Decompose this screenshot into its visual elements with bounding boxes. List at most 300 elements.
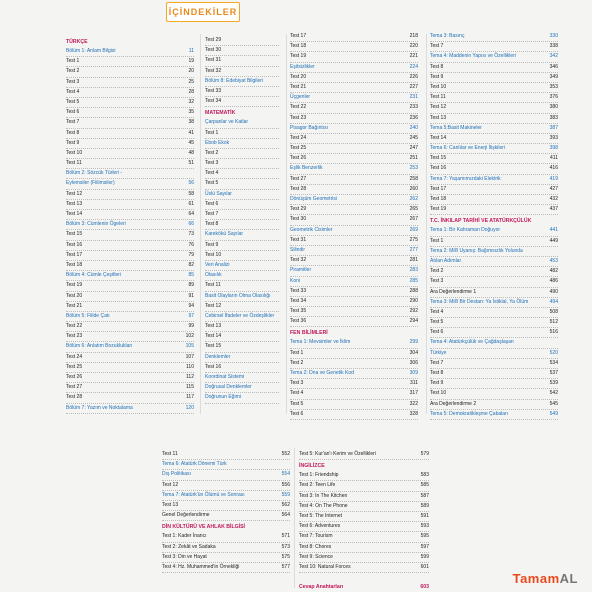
- toc-entry: [430, 318, 558, 328]
- toc-entry-page: 562: [281, 501, 290, 508]
- toc-entry-label: Tema 7: Yaşamımızdaki Elektrik: [430, 175, 501, 182]
- toc-entry-page: 58: [188, 190, 194, 197]
- toc-entry-label: Test 18: [430, 196, 447, 202]
- toc-entry-page: 545: [549, 400, 558, 407]
- toc-entry: [205, 36, 279, 46]
- toc-entry-label: Dış Politikası: [162, 471, 191, 478]
- toc-section-page: 603: [420, 584, 429, 591]
- toc-entry-label: Bölüm 6: Anlatım Bozuklukları: [66, 343, 133, 350]
- toc-entry: [66, 363, 194, 373]
- toc-entry-label: Test 14: [66, 211, 83, 217]
- toc-entry-label: Üslü Sayılar: [205, 190, 232, 197]
- toc-entry: [205, 353, 279, 363]
- toc-entry-label: Test 21: [290, 83, 307, 90]
- toc-entry-label: Dönüşüm Geometrisi: [290, 196, 337, 202]
- toc-entry: [430, 154, 558, 164]
- toc-entry: [290, 307, 418, 317]
- toc-entry-page: 107: [185, 353, 194, 360]
- toc-entry: [290, 349, 418, 359]
- toc-entry-label: Test 1: [290, 349, 304, 356]
- toc-entry-page: 601: [420, 563, 429, 570]
- toc-entry-page: 575: [281, 553, 290, 560]
- toc-entry-label: Test 33: [205, 87, 222, 94]
- toc-entry-page: 277: [409, 246, 418, 253]
- toc-entry-page: 383: [549, 114, 558, 121]
- toc-entry-label: Test 3: In The Kitchen: [299, 492, 348, 499]
- toc-entry-label: Test 4: [290, 390, 304, 397]
- toc-entry-page: 330: [549, 33, 558, 39]
- toc-entry-label: Test 5: The Internet: [299, 512, 342, 519]
- toc-entry-page: 236: [409, 114, 418, 121]
- toc-entry-page: 542: [549, 390, 558, 397]
- toc-entry-label: Test 32: [205, 67, 222, 74]
- toc-entry-page: 97: [188, 312, 194, 319]
- toc-entry: [290, 226, 418, 236]
- toc-entry-page: 571: [281, 533, 290, 540]
- toc-entry-label: Test 1: [205, 129, 219, 136]
- toc-entry: [205, 200, 279, 210]
- toc-entry-page: 353: [549, 83, 558, 90]
- toc-entry: [430, 93, 558, 103]
- toc-entry-label: Tema 6: Atatürk Dönemi Türk: [162, 461, 227, 468]
- toc-entry-page: 346: [549, 63, 558, 70]
- toc-entry-label: Test 24: [66, 353, 83, 360]
- toc-entry-label: Test 4: [205, 170, 219, 177]
- toc-entry-page: 539: [549, 380, 558, 387]
- toc-entry-label: Test 1: Kader İnancı: [162, 533, 207, 540]
- toc-entry-label: Test 13: [66, 200, 83, 207]
- toc-section-heading: DİN KÜLTÜRÜ VE AHLAK BİLGİSİ: [162, 524, 245, 531]
- toc-entry-label: Test 27: [290, 175, 307, 182]
- toc-entry-label: Basit Olayların Olma Olasılığı: [205, 292, 271, 299]
- toc-entry-page: 290: [409, 297, 418, 304]
- toc-entry-page: 120: [185, 404, 194, 411]
- toc-entry-label: Bölüm 2: Sözcük Türleri -: [66, 170, 123, 177]
- toc-entry-page: 265: [409, 206, 418, 213]
- toc-entry-page: 432: [549, 196, 558, 202]
- toc-entry: [205, 97, 279, 107]
- toc-entry: [299, 481, 429, 491]
- toc-entry-label: Test 21: [66, 302, 83, 309]
- toc-entry-page: 585: [420, 482, 429, 489]
- toc-entry-page: 110: [186, 363, 194, 370]
- toc-entry-page: 437: [549, 206, 558, 213]
- toc-entry: [66, 271, 194, 281]
- toc-entry-label: Tema 2: Dna ve Genetik Kod: [290, 370, 354, 376]
- toc-entry: [205, 220, 279, 230]
- toc-entry-label: Test 25: [66, 363, 83, 370]
- toc-entry-label: Atılan Adımlar: [430, 257, 462, 264]
- toc-entry: [205, 179, 279, 189]
- toc-entry: [205, 271, 279, 281]
- toc-entry: [430, 134, 558, 144]
- toc-entry-label: Çarpanlar ve Katlar: [205, 119, 249, 126]
- toc-entry: [290, 215, 418, 225]
- toc-column-matematik-fen: [290, 32, 418, 420]
- toc-entry: [205, 169, 279, 179]
- toc-entry: [205, 149, 279, 159]
- toc-entry: [430, 359, 558, 369]
- toc-entry: [430, 124, 558, 134]
- toc-entry-page: 299: [409, 339, 418, 346]
- toc-entry-label: Bölüm 7: Yazım ve Noktalama: [66, 404, 133, 411]
- toc-entry: [430, 205, 558, 215]
- toc-entry-label: Türkiye: [430, 349, 447, 356]
- toc-entry: [205, 77, 279, 87]
- toc-entry-page: 520: [549, 349, 558, 356]
- toc-leader: [343, 583, 420, 592]
- toc-entry-label: Test 6: [290, 410, 304, 417]
- toc-entry-label: Tema 1: Mevsimler ve İklim: [290, 339, 351, 346]
- toc-entry-label: Test 6: [430, 329, 444, 336]
- toc-entry-label: Test 15: [205, 343, 222, 350]
- toc-entry-label: Test 2: [290, 359, 304, 366]
- toc-entry-page: 292: [409, 308, 418, 315]
- toc-entry: [430, 237, 558, 247]
- toc-entry-page: 554: [281, 471, 290, 478]
- toc-entry-label: Test 19: [430, 206, 447, 213]
- toc-entry: [430, 369, 558, 379]
- toc-entry-page: 220: [409, 43, 418, 50]
- toc-entry-page: 427: [549, 185, 558, 192]
- toc-entry-label: Test 28: [290, 185, 307, 192]
- toc-entry: [205, 393, 279, 403]
- toc-entry: [205, 281, 279, 291]
- toc-entry-label: Test 1: [66, 58, 80, 65]
- toc-entry-page: 11: [188, 48, 194, 54]
- toc-entry: [290, 410, 418, 420]
- toc-entry-page: 35: [188, 109, 194, 116]
- toc-entry: [430, 185, 558, 195]
- toc-entry: [162, 532, 290, 542]
- toc-entry-label: Test 6: [66, 109, 80, 116]
- toc-entry-page: 48: [188, 149, 194, 156]
- toc-entry: [205, 373, 279, 383]
- toc-entry: [205, 139, 279, 149]
- toc-entry: [299, 512, 429, 522]
- toc-entry: [66, 159, 194, 169]
- toc-entry-page: 342: [549, 53, 558, 60]
- toc-entry-label: Tema 7: Atatürk'ün Ölümü ve Sonrası: [162, 491, 245, 498]
- toc-entry: [66, 139, 194, 149]
- toc-entry: [290, 287, 418, 297]
- toc-entry: [290, 266, 418, 276]
- toc-entry-label: Test 3: [205, 160, 219, 167]
- toc-entry-page: 245: [409, 134, 418, 141]
- toc-column-inkilap-din: [162, 450, 290, 573]
- toc-entry: [430, 400, 558, 410]
- toc-entry-page: 231: [409, 94, 418, 101]
- toc-entry-label: Bölüm 5: Fiilde Çatı: [66, 312, 110, 319]
- toc-entry-page: 269: [409, 226, 418, 233]
- toc-entry-page: 534: [549, 359, 558, 366]
- toc-entry: [299, 532, 429, 542]
- toc-entry-page: 56: [188, 180, 194, 187]
- toc-entry: [430, 328, 558, 338]
- toc-entry: [430, 338, 558, 348]
- toc-entry-page: 32: [188, 98, 194, 105]
- toc-entry: [290, 379, 418, 389]
- toc-entry: [162, 450, 290, 460]
- toc-entry-label: Tema 2: Millî Uyanış: Bağımsızlık Yolunda: [430, 247, 523, 254]
- toc-entry-page: 559: [281, 491, 290, 498]
- toc-entry: [66, 342, 194, 352]
- toc-entry-label: Test 5: [290, 400, 304, 407]
- toc-entry-label: Test 8: [430, 63, 444, 70]
- toc-entry: [290, 256, 418, 266]
- toc-entry: [66, 190, 194, 200]
- toc-entry-label: Test 34: [290, 297, 307, 304]
- toc-entry-label: Test 23: [66, 333, 83, 340]
- toc-entry-label: Test 2: Zekât ve Sadaka: [162, 543, 216, 550]
- toc-entry: [430, 144, 558, 154]
- toc-entry: [290, 297, 418, 307]
- column-divider: [294, 448, 295, 588]
- toc-entry-page: 595: [420, 533, 429, 540]
- toc-entry-page: 508: [549, 308, 558, 315]
- toc-entry: [205, 241, 279, 251]
- toc-entry-label: Test 26: [66, 374, 83, 380]
- toc-entry-label: Test 8: [430, 370, 444, 376]
- toc-entry-label: Bölüm 4: Cümle Çeşitleri: [66, 272, 122, 279]
- toc-entry-label: Tema 6: Canlılar ve Enerji İlişkileri: [430, 145, 506, 152]
- toc-entry: [290, 338, 418, 348]
- toc-entry: [430, 267, 558, 277]
- toc-entry-page: 288: [409, 287, 418, 294]
- toc-entry: [66, 57, 194, 67]
- toc-entry-label: Bölüm 3: Cümlenin Ögeleri: [66, 221, 126, 228]
- toc-entry-label: Test 10: [430, 390, 447, 397]
- toc-entry-label: Test 20: [290, 73, 307, 80]
- toc-entry: [66, 312, 194, 322]
- toc-entry-page: 283: [409, 267, 418, 274]
- toc-entry: [290, 93, 418, 103]
- toc-entry-page: 376: [549, 94, 558, 101]
- toc-entry-page: 94: [188, 302, 194, 309]
- toc-entry-page: 441: [549, 227, 558, 234]
- toc-entry-label: Test 3: Din ve Hayat: [162, 553, 207, 560]
- toc-entry-label: Test 4: On The Phone: [299, 502, 348, 509]
- toc-entry: [205, 363, 279, 373]
- toc-entry-label: Test 7: [205, 211, 219, 217]
- toc-entry: [290, 400, 418, 410]
- toc-entry-label: Test 2: [205, 149, 219, 156]
- toc-entry-label: Test 22: [66, 323, 83, 330]
- toc-entry: [290, 185, 418, 195]
- toc-section-label: Cevap Anahtarları: [299, 584, 344, 591]
- toc-section-heading: İNGİLİZCE: [299, 463, 325, 470]
- toc-entry-label: Test 8: [205, 221, 219, 228]
- toc-entry-page: 38: [188, 119, 194, 126]
- toc-entry-page: 393: [549, 134, 558, 141]
- toc-entry-page: 41: [188, 129, 194, 136]
- toc-entry: [430, 175, 558, 185]
- toc-entry-label: Test 9: [205, 241, 219, 248]
- toc-entry-label: Test 8: Chores: [299, 543, 332, 550]
- toc-entry: [299, 471, 429, 481]
- toc-entry: [430, 42, 558, 52]
- toc-entry: [66, 404, 194, 414]
- toc-entry: [205, 332, 279, 342]
- toc-entry: [290, 175, 418, 185]
- toc-entry-label: Koordinat Sistemi: [205, 374, 245, 380]
- toc-entry-page: 306: [409, 359, 418, 366]
- toc-entry: [430, 298, 558, 308]
- toc-entry-page: 253: [409, 165, 418, 172]
- column-divider: [286, 34, 287, 414]
- toc-entry: [430, 226, 558, 236]
- toc-entry: [66, 292, 194, 302]
- toc-entry: [430, 103, 558, 113]
- toc-entry: [430, 257, 558, 267]
- toc-entry-label: Piramitler: [290, 267, 312, 274]
- toc-entry: [66, 241, 194, 251]
- toc-entry-page: 328: [409, 410, 418, 417]
- toc-entry: [430, 308, 558, 318]
- toc-entry-label: Eşlik Benzerlik: [290, 165, 323, 172]
- toc-entry-page: 311: [410, 380, 418, 387]
- toc-entry-page: 260: [409, 185, 418, 192]
- toc-entry-page: 275: [409, 236, 418, 243]
- toc-entry-label: Test 11: [205, 282, 221, 289]
- toc-entry: [430, 83, 558, 93]
- toc-entry-label: Test 7: [66, 119, 80, 126]
- toc-entry-label: Test 20: [66, 292, 83, 299]
- toc-entry-label: Test 29: [290, 206, 307, 213]
- toc-entry-page: 102: [185, 333, 194, 340]
- toc-entry: [290, 389, 418, 399]
- toc-entry: [430, 410, 558, 420]
- watermark-part2: AL: [559, 571, 578, 586]
- toc-entry: [430, 288, 558, 298]
- toc-entry: [299, 450, 429, 460]
- toc-entry-page: 387: [549, 124, 558, 131]
- toc-entry: [205, 312, 279, 322]
- toc-entry-label: Ebob Ekok: [205, 139, 230, 146]
- toc-entry-page: 449: [549, 237, 558, 244]
- toc-entry: [299, 563, 429, 573]
- toc-entry: [66, 149, 194, 159]
- toc-entry-page: 218: [409, 33, 418, 39]
- toc-entry-page: 380: [549, 104, 558, 111]
- toc-entry-label: Test 26: [290, 155, 307, 162]
- toc-entry-page: 591: [420, 512, 429, 519]
- toc-entry: [430, 73, 558, 83]
- toc-entry: [205, 56, 279, 66]
- toc-entry-label: Test 32: [290, 257, 307, 264]
- toc-entry-label: Genel Değerlendirme: [162, 512, 210, 519]
- toc-entry-page: 267: [409, 216, 418, 223]
- toc-entry-label: Test 9: [66, 139, 80, 146]
- toc-entry-page: 593: [420, 523, 429, 530]
- toc-entry-label: Test 5: Kur'an'ı Kerim ve Özellikleri: [299, 451, 376, 457]
- toc-entry: [290, 277, 418, 287]
- toc-entry: [205, 118, 279, 128]
- publisher-watermark: [513, 571, 578, 586]
- toc-entry-label: Test 13: [430, 114, 447, 121]
- toc-entry-label: Test 9: [430, 380, 444, 387]
- toc-entry-page: 294: [409, 318, 418, 325]
- toc-entry: [290, 63, 418, 73]
- toc-section-heading: FEN BİLİMLERİ: [290, 330, 328, 337]
- toc-entry: [299, 502, 429, 512]
- toc-entry-label: Test 8: [66, 129, 80, 136]
- watermark-part1: Tamam: [512, 571, 560, 586]
- toc-entry-page: 105: [185, 343, 194, 350]
- toc-entry: [205, 87, 279, 97]
- toc-entry: [66, 322, 194, 332]
- toc-entry-label: Test 30: [205, 47, 222, 54]
- toc-entry: [299, 492, 429, 502]
- toc-entry-label: Ara Değerlendirme 2: [430, 400, 477, 407]
- toc-entry: [290, 164, 418, 174]
- toc-entry: [66, 118, 194, 128]
- toc-entry-page: 91: [188, 292, 194, 299]
- toc-section-heading: [299, 583, 429, 592]
- toc-entry-label: Test 25: [290, 145, 307, 152]
- toc-entry-page: 45: [188, 139, 194, 146]
- toc-entry-label: Test 28: [66, 394, 83, 401]
- toc-entry: [430, 247, 558, 257]
- toc-entry-page: 19: [188, 58, 194, 65]
- toc-entry: [66, 88, 194, 98]
- toc-entry: [162, 491, 290, 501]
- toc-entry-label: Pisagor Bağıntısı: [290, 124, 329, 131]
- toc-entry: [205, 251, 279, 261]
- toc-entry-page: 577: [281, 563, 290, 570]
- toc-entry-page: 556: [281, 481, 290, 488]
- toc-entry-page: 247: [409, 145, 418, 152]
- toc-entry-label: Test 9: [430, 73, 444, 80]
- toc-entry: [66, 251, 194, 261]
- toc-entry-label: Tema 5:Basit Makineler: [430, 124, 482, 131]
- toc-entry-label: Test 27: [66, 384, 83, 391]
- toc-entry-label: Test 18: [66, 261, 83, 268]
- toc-entry-label: Test 7: [430, 43, 444, 50]
- toc-entry-label: Test 5: [205, 180, 219, 187]
- toc-entry-label: Test 4: [430, 308, 444, 315]
- toc-entry-page: 117: [186, 394, 194, 401]
- toc-entry-page: 61: [188, 200, 194, 207]
- toc-entry: [205, 383, 279, 393]
- toc-entry-label: Test 4: Hz. Muhammed'in Örnekliği: [162, 563, 240, 570]
- toc-entry-page: 564: [281, 512, 290, 519]
- toc-entry-label: Test 5: [66, 98, 80, 105]
- toc-entry: [66, 108, 194, 118]
- toc-entry-label: Test 36: [290, 318, 307, 325]
- toc-entry-label: Test 13: [162, 501, 179, 508]
- toc-entry: [430, 195, 558, 205]
- toc-entry: [290, 317, 418, 327]
- toc-entry-label: Test 1: [430, 237, 444, 244]
- toc-entry-label: Test 5: [430, 319, 444, 326]
- toc-entry-page: 85: [188, 272, 194, 279]
- toc-entry: [290, 144, 418, 154]
- toc-entry-label: Veri Analizi: [205, 261, 230, 268]
- toc-entry-page: 573: [281, 543, 290, 550]
- toc-section-heading: MATEMATİK: [205, 110, 236, 117]
- toc-entry-page: 285: [409, 277, 418, 284]
- toc-section-heading: T.C. İNKILAP TARİHİ VE ATATÜRKÇÜLÜK: [430, 218, 532, 225]
- toc-entry-label: Bölüm 8: Edebiyat Bilgileri: [205, 77, 264, 84]
- toc-entry: [430, 32, 558, 42]
- toc-entry-label: Test 10: Natural Forces: [299, 563, 351, 570]
- toc-entry: [162, 501, 290, 511]
- toc-entry-page: 20: [188, 68, 194, 75]
- toc-entry: [162, 460, 290, 470]
- toc-entry-label: Test 30: [290, 216, 307, 223]
- toc-entry: [290, 369, 418, 379]
